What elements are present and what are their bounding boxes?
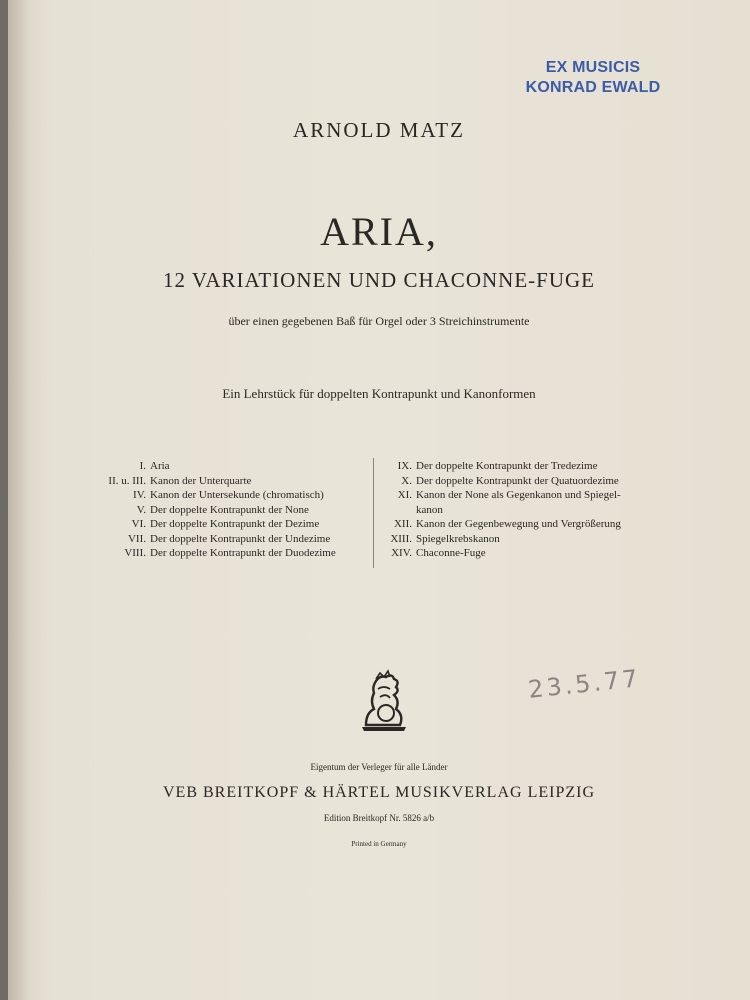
- rights-notice: Eigentum der Verleger für alle Länder: [310, 762, 448, 772]
- contents-text: Der doppelte Kontrapunkt der None: [150, 503, 309, 516]
- contents-item: [380, 488, 660, 503]
- contents-number: XIV.: [391, 547, 412, 559]
- contents-item: [380, 517, 660, 532]
- contents-item: [118, 546, 368, 561]
- contents-text: Kanon der Untersekunde (chromatisch): [150, 489, 324, 501]
- contents-item: [380, 459, 660, 474]
- contents-text: Der doppelte Kontrapunkt der Quatuordezime: [416, 474, 619, 487]
- stamp-line-1: EX MUSICIS: [545, 59, 641, 76]
- contents-number: [380, 503, 416, 518]
- work-title: ARIA,: [320, 209, 438, 254]
- ownership-stamp: [518, 58, 668, 98]
- contents-number: IX.: [397, 460, 412, 472]
- contents-item: [380, 532, 660, 547]
- contents-text: Kanon der Gegenbewegung und Vergrößerung: [416, 518, 621, 530]
- contents-number: VI.: [131, 518, 146, 530]
- contents-text: Aria: [150, 460, 170, 472]
- printed-in: Printed in Germany: [351, 840, 407, 848]
- contents-number: II. u. III.: [108, 474, 146, 487]
- title-page: [8, 0, 750, 1000]
- contents-text: Der doppelte Kontrapunkt der Dezime: [150, 518, 320, 530]
- contents-text: Spiegelkrebskanon: [416, 532, 500, 545]
- contents-item: [118, 503, 368, 518]
- contents-item: [118, 517, 368, 532]
- contents-number: IV.: [133, 489, 146, 501]
- contents-text: Der doppelte Kontrapunkt der Duodezime: [150, 547, 336, 559]
- contents-item: [380, 546, 660, 561]
- contents-text: Der doppelte Kontrapunkt der Tredezime: [416, 460, 598, 472]
- contents-item: [380, 474, 660, 489]
- stamp-line-2: KONRAD EWALD: [525, 79, 661, 96]
- instrumentation-line: über einen gegebenen Baß für Orgel oder 3 Streichinstrumente: [228, 314, 530, 328]
- publisher-logo-icon: [356, 665, 412, 735]
- contents-number: VII.: [127, 532, 146, 545]
- contents-item: [118, 532, 368, 547]
- contents-left-column: [108, 459, 368, 561]
- handwritten-date: 23.5.77: [526, 664, 642, 704]
- composer-name: ARNOLD MATZ: [293, 118, 465, 142]
- publisher-name: VEB BREITKOPF & HÄRTEL MUSIKVERLAG LEIPZIG: [163, 784, 595, 801]
- contents-number: XII.: [393, 518, 412, 530]
- contents-text: kanon: [416, 503, 443, 516]
- contents-item: [118, 459, 368, 474]
- contents-item: [380, 503, 660, 518]
- work-subtitle: 12 VARIATIONEN UND CHACONNE-FUGE: [163, 268, 595, 292]
- contents-number: I.: [139, 460, 146, 472]
- contents-item: [118, 488, 368, 503]
- contents-text: Der doppelte Kontrapunkt der Undezime: [150, 532, 331, 545]
- lesson-line: Ein Lehrstück für doppelten Kontrapunkt und Kanonformen: [222, 386, 536, 401]
- contents-number: X.: [401, 474, 412, 487]
- contents-divider: [373, 458, 374, 568]
- contents-item: [108, 474, 368, 489]
- contents-number: XIII.: [390, 532, 412, 545]
- contents-text: Kanon der Unterquarte: [150, 474, 252, 487]
- edition-number: Edition Breitkopf Nr. 5826 a/b: [323, 813, 435, 823]
- contents-text: Chaconne-Fuge: [416, 547, 486, 559]
- contents-number: XI.: [397, 489, 412, 501]
- contents-number: VIII.: [124, 547, 146, 559]
- contents-right-column: [380, 459, 660, 561]
- contents-text: Kanon der None als Gegenkanon und Spiegel-: [416, 489, 621, 501]
- contents-number: V.: [136, 503, 146, 516]
